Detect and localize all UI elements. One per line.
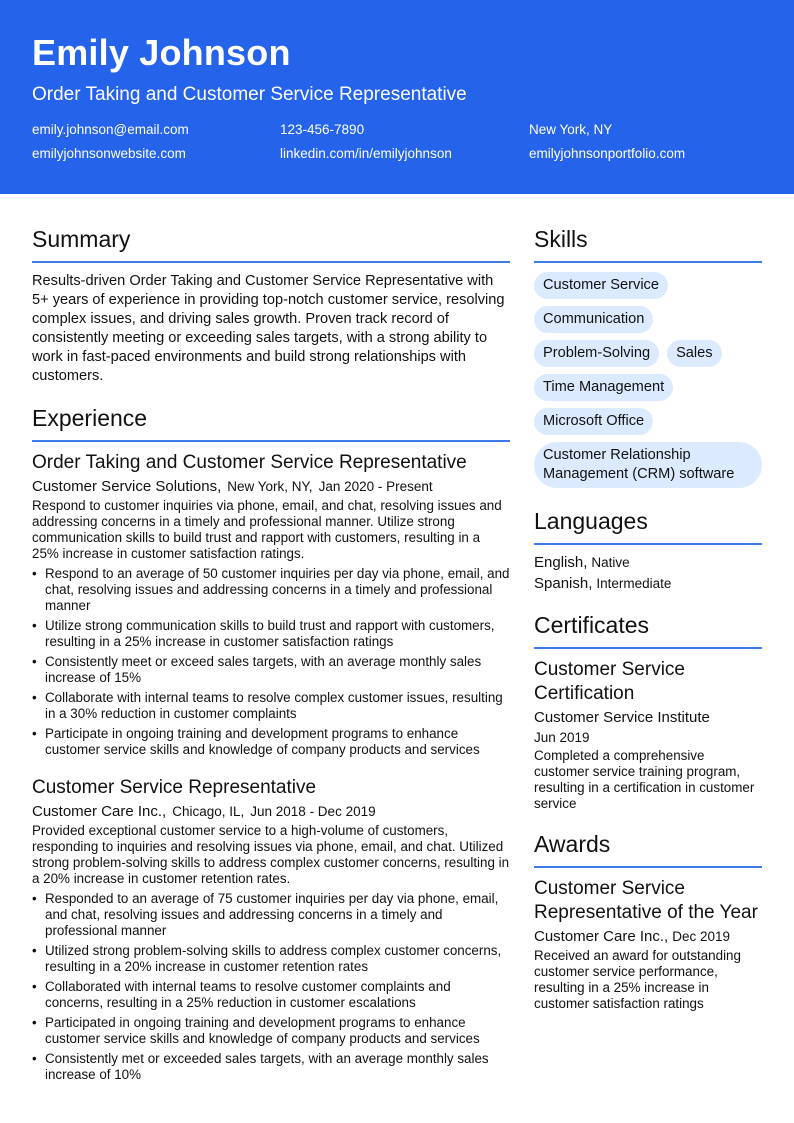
job-entry (32, 451, 510, 758)
candidate-title: Order Taking and Customer Service Representative (32, 84, 467, 105)
summary-text: Results-driven Order Taking and Customer Service Representative with 5+ years of experience in providing top-notch customer service, resolving complex issues, and driving sales growth. Proven track record of consistently meeting or exceeding sales targets, with a strong ability to work in fast-paced environments and build strong relationships with customers. (32, 273, 505, 384)
certificate-title: Customer Service Certification (534, 659, 685, 704)
summary-heading: Summary (32, 226, 510, 263)
award-description: Received an award for outstanding customer service performance, resulting in a 25% increase in customer satisfaction ratings (534, 948, 741, 1011)
job-description: Provided exceptional customer service to a high-volume of customers, responding to inquiries and resolving issues via phone, email, and chat. Utilized strong problem-solving skills to address complex customer concerns, resulting in a 20% increase in customer retention rates. (32, 823, 510, 886)
skill-chip: Communication (534, 306, 653, 333)
skills-list (534, 272, 762, 488)
job-company: Customer Service Solutions, (32, 478, 222, 495)
certificate-date: Jun 2019 (534, 730, 590, 745)
job-bullet: • Responded to an average of 75 customer inquiries per day via phone, email, and chat, resolving issues and addressing concerns in a timely and professional manner (32, 891, 510, 939)
job-location: New York, NY, (227, 479, 313, 494)
job-bullets (32, 891, 510, 1083)
job-bullet: • Consistently meet or exceed sales targets, with an average monthly sales increase of 15% (32, 654, 510, 686)
award-entry (534, 877, 762, 1012)
job-bullet: • Collaborated with internal teams to resolve customer complaints and concerns, resulting in a 25% reduction in customer escalations (32, 979, 510, 1011)
job-bullets (32, 566, 510, 758)
languages-heading: Languages (534, 508, 762, 545)
skill-chip: Customer Service (534, 272, 668, 299)
job-company: Customer Care Inc., (32, 803, 167, 820)
award-issuer: Customer Care Inc., (534, 928, 669, 945)
side-column (534, 226, 762, 1031)
certificates-heading: Certificates (534, 612, 762, 649)
contact-location: New York, NY (529, 122, 613, 137)
job-dates: Jun 2018 - Dec 2019 (250, 804, 376, 819)
main-column (32, 226, 510, 1101)
job-meta (32, 478, 510, 495)
language-item (534, 575, 762, 592)
job-bullet: • Utilized strong problem-solving skills to address complex customer concerns, resulting in a 20% increase in customer retention rates (32, 943, 510, 975)
certificate-issuer: Customer Service Institute (534, 709, 710, 726)
job-title: Order Taking and Customer Service Representative (32, 452, 467, 473)
contact-linkedin[interactable]: linkedin.com/in/emilyjohnson (280, 146, 452, 161)
contact-portfolio[interactable]: emilyjohnsonportfolio.com (529, 146, 686, 161)
job-description: Respond to customer inquiries via phone, email, and chat, resolving issues and addressing concerns in a timely and professional manner. Utilize strong communication skills to build trust and rapport with customers, resulting in a 25% increase in customer satisfaction ratings. (32, 498, 502, 561)
language-level: Native (591, 555, 630, 570)
skills-heading: Skills (534, 226, 762, 263)
language-name: Spanish, (534, 575, 593, 592)
job-meta (32, 803, 510, 820)
job-bullet: • Collaborate with internal teams to resolve complex customer issues, resulting in a 30% reduction in customer complaints (32, 690, 510, 722)
job-bullet: • Utilize strong communication skills to build trust and rapport with customers, resulting in a 25% increase in customer satisfaction ratings (32, 618, 510, 650)
language-item (534, 554, 762, 571)
job-bullet: • Participate in ongoing training and development programs to enhance customer service skills and knowledge of company products and services (32, 726, 510, 758)
certificate-description: Completed a comprehensive customer service training program, resulting in a certification in customer service (534, 748, 755, 811)
job-bullet: • Respond to an average of 50 customer inquiries per day via phone, email, and chat, resolving issues and addressing concerns in a timely and professional manner (32, 566, 510, 614)
award-title: Customer Service Representative of the Year (534, 878, 758, 923)
job-dates: Jan 2020 - Present (318, 479, 433, 494)
certificate-entry (534, 658, 762, 812)
language-level: Intermediate (596, 576, 672, 591)
job-bullet: • Participated in ongoing training and development programs to enhance customer service skills and knowledge of company products and services (32, 1015, 510, 1047)
job-location: Chicago, IL, (172, 804, 245, 819)
resume-header (0, 0, 794, 194)
job-bullet: • Consistently met or exceeded sales targets, with an average monthly sales increase of 10% (32, 1051, 510, 1083)
contact-phone[interactable]: 123-456-7890 (280, 122, 365, 137)
award-meta (534, 928, 762, 945)
job-title: Customer Service Representative (32, 777, 317, 798)
skill-chip: Customer Relationship Management (CRM) software (534, 442, 762, 488)
skill-chip: Sales (667, 340, 722, 367)
contact-email[interactable]: emily.johnson@email.com (32, 122, 189, 137)
job-entry (32, 776, 510, 1083)
experience-heading: Experience (32, 405, 510, 442)
skill-chip: Time Management (534, 374, 673, 401)
skill-chip: Problem-Solving (534, 340, 659, 367)
languages-list (534, 554, 762, 592)
award-date: Dec 2019 (672, 929, 731, 944)
candidate-name: Emily Johnson (32, 32, 291, 73)
awards-heading: Awards (534, 831, 762, 868)
skill-chip: Microsoft Office (534, 408, 653, 435)
language-name: English, (534, 554, 588, 571)
contact-website[interactable]: emilyjohnsonwebsite.com (32, 146, 186, 161)
